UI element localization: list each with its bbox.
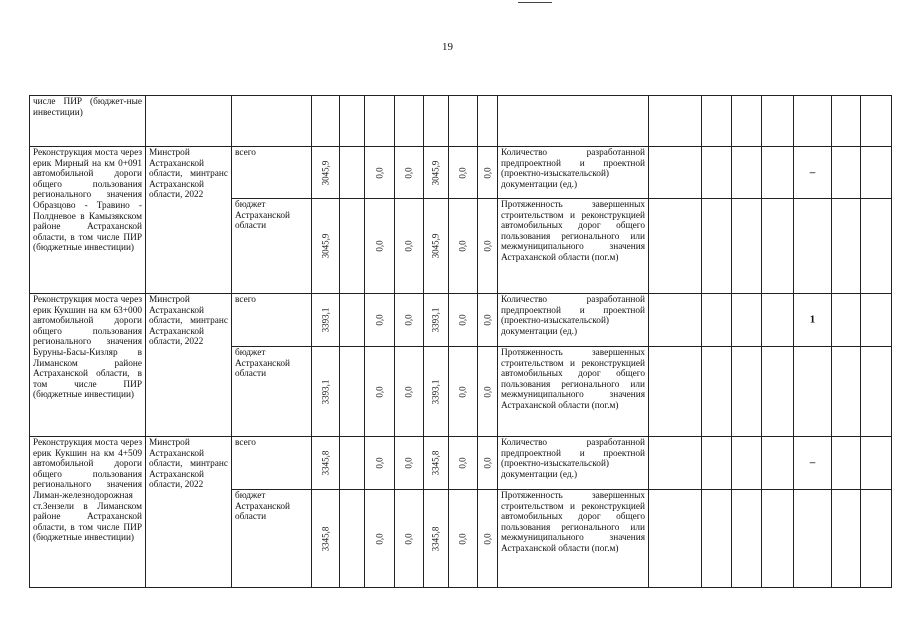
value-cell: 3045,9: [430, 160, 441, 185]
value-cell: 0,0: [374, 457, 385, 469]
value-cell: 3345,8: [430, 526, 441, 551]
value-cell: 0,0: [482, 166, 493, 179]
program-table: [29, 95, 892, 588]
value-cell: 0,0: [374, 166, 385, 179]
table-row: [30, 437, 892, 490]
funding-source: всего: [232, 147, 312, 199]
indicator-text: Протяженность завершенных строительством и реконструкцией автомобильных дорог общего пользования регионального или межмуниципального значения Астраханской области (пог.м): [498, 490, 649, 588]
table-row: [30, 96, 892, 147]
project-name: Реконструкция моста через ерик Мирный на км 0+091 автомобильной дороги общего пользования регионального значения Образцово - Травино - Полдневое в Камызякском районе Астраханской области, в том числе ПИР (бюджетные инвестиции): [30, 147, 146, 294]
value-cell: 0,0: [457, 457, 468, 469]
value-total: 3345,8: [320, 450, 331, 476]
indicator-text: Протяженность завершенных строительством и реконструкцией автомобильных дорог общего пользования регионального или межмуниципального значения Астраханской области (пог.м): [498, 199, 649, 294]
value-total: 3045,9: [320, 233, 331, 259]
value-cell: 0,0: [403, 385, 414, 398]
indicator-mark: 1: [809, 313, 816, 326]
value-cell: 0,0: [403, 166, 414, 179]
indicator-text: Протяженность завершенных строительством и реконструкцией автомобильных дорог общего пользования регионального или межмуниципального значения Астраханской области (пог.м): [498, 347, 649, 437]
value-cell: 3045,9: [430, 233, 441, 259]
value-total: 3393,1: [320, 307, 331, 333]
value-cell: 3393,1: [430, 307, 441, 333]
funding-source: бюджет Астраханской области: [232, 347, 312, 437]
value-total: 3045,9: [320, 160, 331, 185]
indicator-text: Количество разработанной предпроектной и проектной (проектно-изыскательской) документации (ед.): [498, 147, 649, 199]
value-cell: 0,0: [457, 385, 468, 398]
header-rule: [518, 2, 552, 3]
value-cell: 0,0: [482, 385, 493, 398]
value-cell: 3345,8: [430, 450, 441, 476]
value-cell: 0,0: [457, 166, 468, 179]
indicator-text: Количество разработанной предпроектной и проектной (проектно-изыскательской) документации (ед.): [498, 437, 649, 490]
value-total: 3393,1: [320, 379, 331, 404]
value-cell: 0,0: [403, 314, 414, 326]
funding-source: бюджет Астраханской области: [232, 490, 312, 588]
value-cell: 0,0: [403, 532, 414, 545]
value-cell: 0,0: [457, 532, 468, 545]
value-cell: 0,0: [482, 457, 493, 469]
value-total: 3345,8: [320, 526, 331, 551]
value-cell: 0,0: [482, 240, 493, 252]
indicator-mark: –: [809, 166, 816, 179]
responsible-org: Минстрой Астраханской области, минтранс Астраханской области, 2022: [146, 437, 232, 588]
page-number: 19: [442, 41, 453, 53]
value-cell: 0,0: [374, 532, 385, 545]
responsible-org: Минстрой Астраханской области, минтранс Астраханской области, 2022: [146, 147, 232, 294]
value-cell: 0,0: [374, 385, 385, 398]
funding-source: всего: [232, 437, 312, 490]
value-cell: 0,0: [403, 457, 414, 469]
value-cell: 3393,1: [430, 379, 441, 404]
project-name: Реконструкция моста через ерик Кукшин на км 4+509 автомобильной дороги общего пользования регионального значения Лиман-железнодорожная ст.Зензели в Лиманском районе Астраханской области, в том числе ПИР (бюджетные инвестиции): [30, 437, 146, 588]
project-name: Реконструкция моста через ерик Кукшин на км 63+000 автомобильной дороги общего пользования регионального значения Буруны-Басы-Кизляр в Лиманском районе Астраханской области, в том числе ПИР (бюджетные инвестиции): [30, 294, 146, 437]
value-cell: 0,0: [482, 532, 493, 545]
funding-source: всего: [232, 294, 312, 347]
value-cell: 0,0: [403, 240, 414, 252]
value-cell: 0,0: [374, 240, 385, 252]
indicator-text: Количество разработанной предпроектной и проектной (проектно-изыскательской) документации (ед.): [498, 294, 649, 347]
indicator-mark: –: [809, 456, 816, 469]
responsible-org: Минстрой Астраханской области, минтранс Астраханской области, 2022: [146, 294, 232, 437]
table-row: [30, 147, 892, 199]
value-cell: 0,0: [457, 240, 468, 252]
table-row: [30, 294, 892, 347]
value-cell: 0,0: [482, 314, 493, 326]
funding-source: бюджет Астраханской области: [232, 199, 312, 294]
value-cell: 0,0: [457, 314, 468, 326]
project-name: числе ПИР (бюджет-ные инвестиции): [30, 96, 146, 147]
value-cell: 0,0: [374, 314, 385, 326]
